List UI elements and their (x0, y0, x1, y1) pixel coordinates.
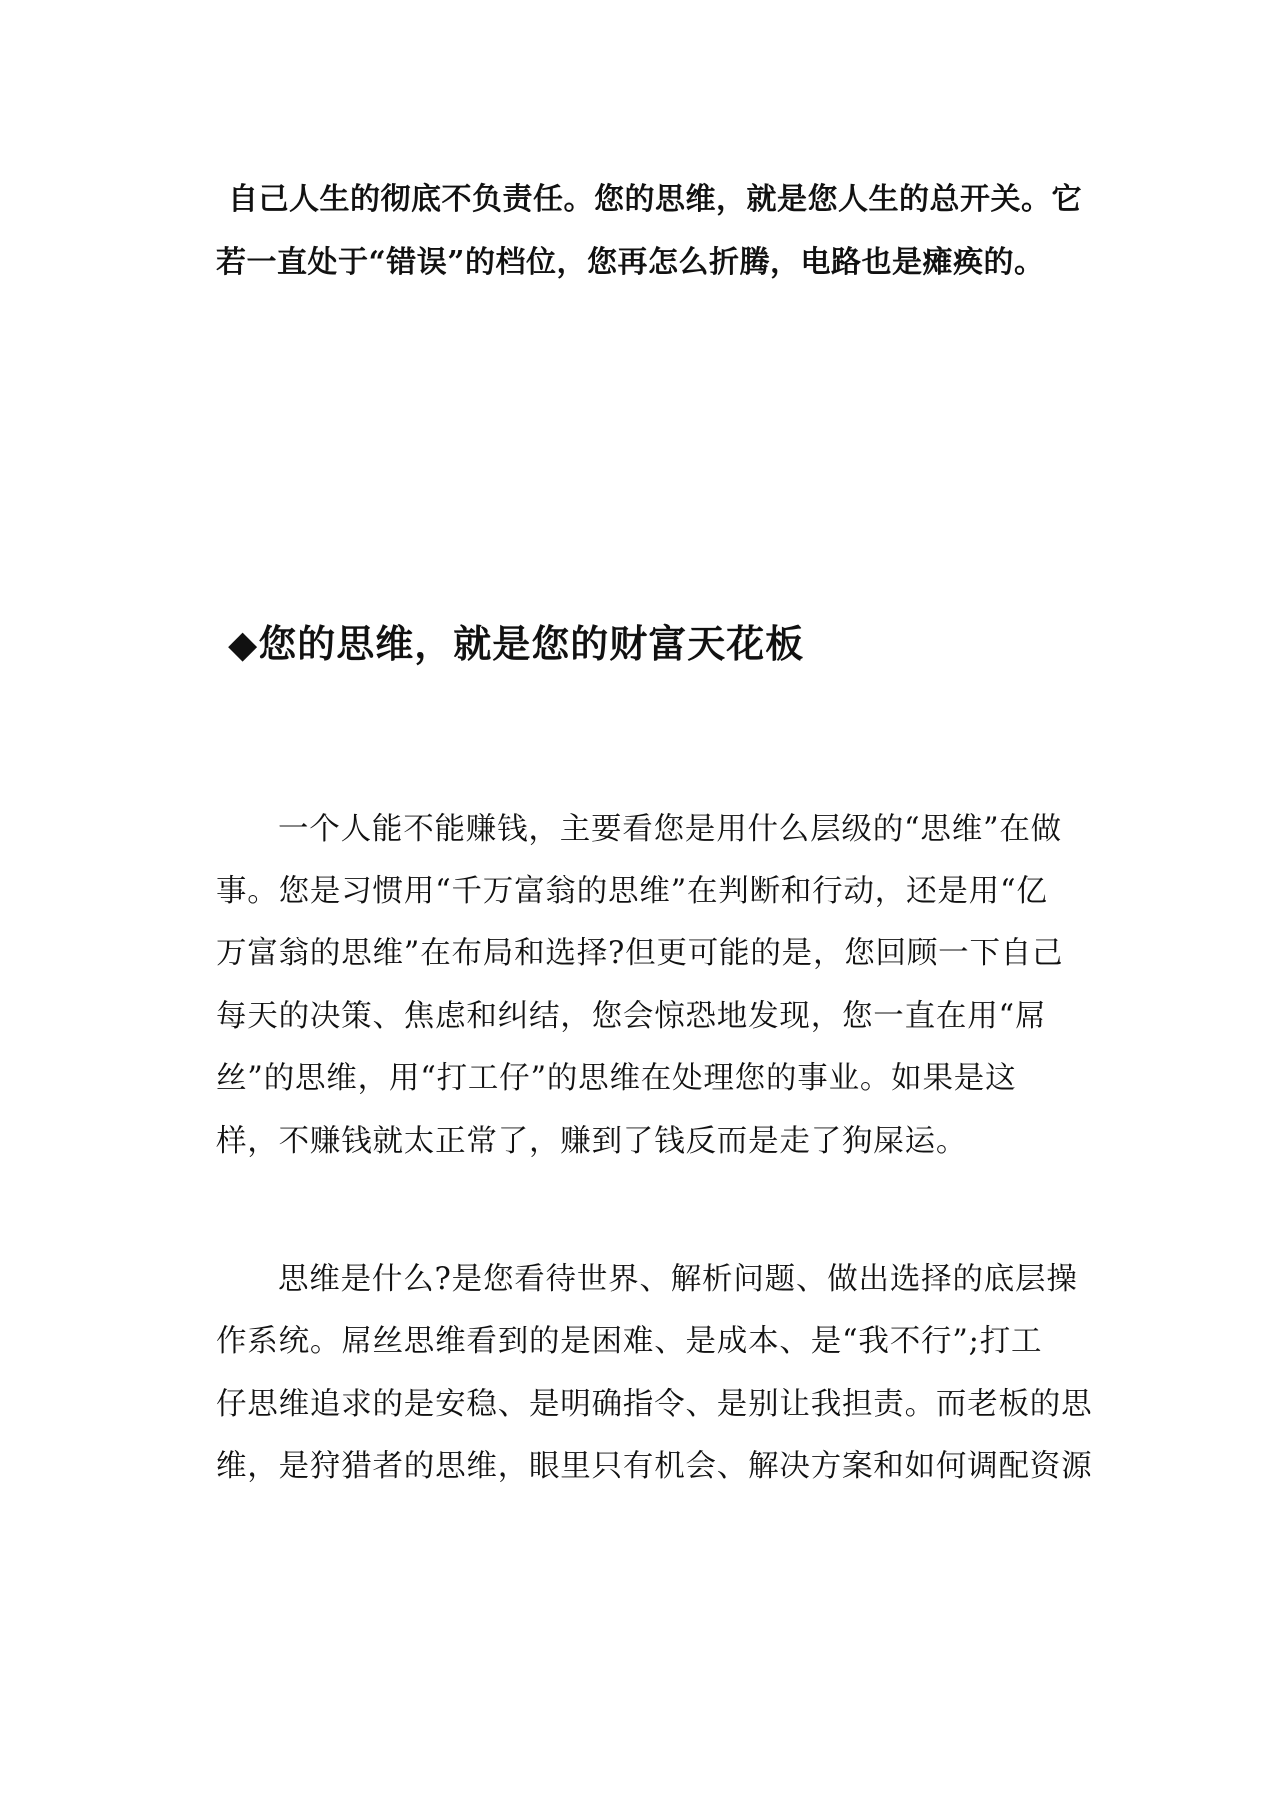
paragraph-2-line-1: 思维是什么?是您看待世界、解析问题、做出选择的底层操 (278, 1262, 1078, 1297)
paragraph-1-line-3: 万富翁的思维”在布局和选择?但更可能的是，您回顾一下自己 (216, 936, 1064, 971)
paragraph-2-line-2: 作系统。屌丝思维看到的是困难、是成本、是“我不行”;打工 (216, 1324, 1043, 1359)
paragraph-1-line-1: 一个人能不能赚钱，主要看您是用什么层级的“思维”在做 (278, 812, 1062, 847)
paragraph-2-line-4: 维，是狩猎者的思维，眼里只有机会、解决方案和如何调配资源 (216, 1449, 1093, 1484)
paragraph-1-line-6: 样，不赚钱就太正常了，赚到了钱反而是走了狗屎运。 (216, 1124, 968, 1159)
intro-line-1: 自己人生的彻底不负责任。您的思维，就是您人生的总开关。它 (228, 182, 1082, 217)
paragraph-2-line-3: 仔思维追求的是安稳、是明确指令、是别让我担责。而老板的思 (216, 1387, 1093, 1422)
paragraph-1-line-4: 每天的决策、焦虑和纠结，您会惊恐地发现，您一直在用“屌 (216, 999, 1047, 1034)
paragraph-1-line-5: 丝”的思维，用“打工仔”的思维在处理您的事业。如果是这 (216, 1061, 1017, 1096)
section-heading: ◆您的思维，就是您的财富天花板 (228, 621, 805, 666)
intro-line-2: 若一直处于“错误”的档位，您再怎么折腾，电路也是瘫痪的。 (216, 245, 1045, 280)
paragraph-1-line-2: 事。您是习惯用“千万富翁的思维”在判断和行动，还是用“亿 (216, 874, 1048, 909)
